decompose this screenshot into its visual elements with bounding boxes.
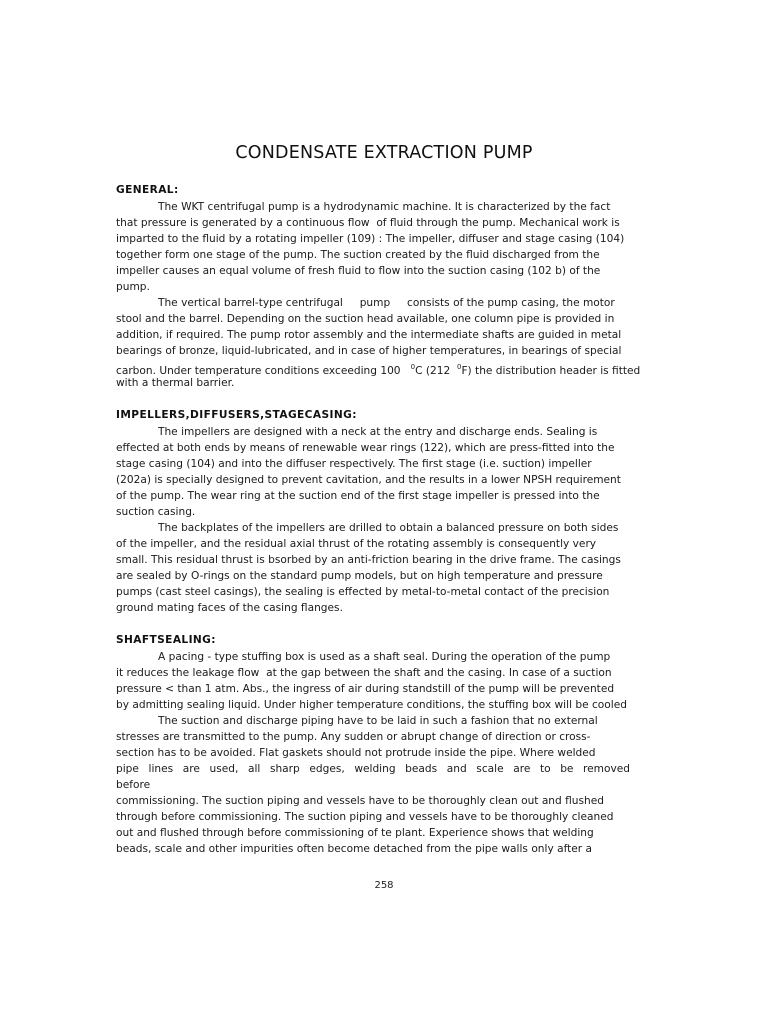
paragraph-line: impeller causes an equal volume of fresh fluid to flow into the suction casing (102 b) of the xyxy=(116,265,601,277)
paragraph-line-justified: pipe lines are used, all sharp edges, welding beads and scale are to be removed xyxy=(116,763,630,775)
degree-superscript: 0 xyxy=(410,363,416,371)
paragraph-line: section has to be avoided. Flat gaskets should not protrude inside the pipe. Where welded xyxy=(116,747,596,759)
paragraph-line: of the pump. The wear ring at the suction end of the first stage impeller is pressed into the xyxy=(116,490,600,502)
paragraph-line: ground mating faces of the casing flanges. xyxy=(116,602,343,614)
paragraph-line: stage casing (104) and into the diffuser respectively. The first stage (i.e. suction) impeller xyxy=(116,458,592,470)
paragraph-line: The backplates of the impellers are drilled to obtain a balanced pressure on both sides xyxy=(158,522,619,534)
paragraph-line: with a thermal barrier. xyxy=(116,377,235,389)
paragraph-line: pumps (cast steel casings), the sealing is effected by metal-to-metal contact of the precision xyxy=(116,586,610,598)
degree-superscript: 0 xyxy=(456,363,462,371)
paragraph-line: bearings of bronze, liquid-lubricated, and in case of higher temperatures, in bearings of special xyxy=(116,345,622,357)
paragraph-line: of the impeller, and the residual axial thrust of the rotating assembly is consequently very xyxy=(116,538,597,550)
paragraph-line: together form one stage of the pump. The suction created by the fluid discharged from the xyxy=(116,249,600,261)
paragraph-line: are sealed by O-rings on the standard pump models, but on high temperature and pressure xyxy=(116,570,603,582)
section-heading-impellers: IMPELLERS,DIFFUSERS,STAGECASING: xyxy=(116,409,357,421)
paragraph-line: pump. xyxy=(116,281,150,293)
paragraph-line: beads, scale and other impurities often become detached from the pipe walls only after a xyxy=(116,843,593,855)
temp-text-mid: C (212 xyxy=(415,365,457,377)
temp-text-end: F) the distribution header is fitted xyxy=(461,365,641,377)
paragraph-line: commissioning. The suction piping and vessels have to be thoroughly clean out and flushed xyxy=(116,795,604,807)
page-number: 258 xyxy=(374,880,394,891)
paragraph-line: it reduces the leakage flow at the gap between the shaft and the casing. In case of a suction xyxy=(116,667,612,679)
paragraph-line: stool and the barrel. Depending on the suction head available, one column pipe is provided in xyxy=(116,313,615,325)
paragraph-line: (202a) is specially designed to prevent cavitation, and the results in a lower NPSH requirement xyxy=(116,474,621,486)
paragraph-line: small. This residual thrust is bsorbed by an anti-friction bearing in the drive frame. The casings xyxy=(116,554,621,566)
paragraph-line: by admitting sealing liquid. Under higher temperature conditions, the stuffing box will be cooled xyxy=(116,699,627,711)
paragraph-line: before xyxy=(116,779,151,791)
paragraph-line: addition, if required. The pump rotor assembly and the intermediate shafts are guided in metal xyxy=(116,329,622,341)
paragraph-line: The impellers are designed with a neck at the entry and discharge ends. Sealing is xyxy=(158,426,598,438)
paragraph-line: imparted to the fluid by a rotating impeller (109) : The impeller, diffuser and stage casing (104) xyxy=(116,233,625,245)
paragraph-line: The WKT centrifugal pump is a hydrodynamic machine. It is characterized by the fact xyxy=(158,201,611,213)
paragraph-line: effected at both ends by means of renewable wear rings (122), which are press-fitted into the xyxy=(116,442,615,454)
paragraph-line: The vertical barrel-type centrifugal pump consists of the pump casing, the motor xyxy=(158,297,615,309)
paragraph-line: A pacing - type stuffing box is used as a shaft seal. During the operation of the pump xyxy=(158,651,611,663)
paragraph-line: that pressure is generated by a continuous flow of fluid through the pump. Mechanical work is xyxy=(116,217,620,229)
paragraph-line: suction casing. xyxy=(116,506,196,518)
page-title: CONDENSATE EXTRACTION PUMP xyxy=(235,143,533,163)
paragraph-line: pressure < than 1 atm. Abs., the ingress of air during standstill of the pump will be prevented xyxy=(116,683,615,695)
section-heading-general: GENERAL: xyxy=(116,184,179,196)
paragraph-line: out and flushed through before commissioning of te plant. Experience shows that welding xyxy=(116,827,594,839)
paragraph-line: through before commissioning. The suction piping and vessels have to be thoroughly cleaned xyxy=(116,811,614,823)
paragraph-line: stresses are transmitted to the pump. Any sudden or abrupt change of direction or cross- xyxy=(116,731,591,743)
temp-text-start: carbon. Under temperature conditions exceeding 100 xyxy=(116,365,411,377)
paragraph-line: The suction and discharge piping have to be laid in such a fashion that no external xyxy=(158,715,598,727)
section-heading-shaft-sealing: SHAFTSEALING: xyxy=(116,634,216,646)
